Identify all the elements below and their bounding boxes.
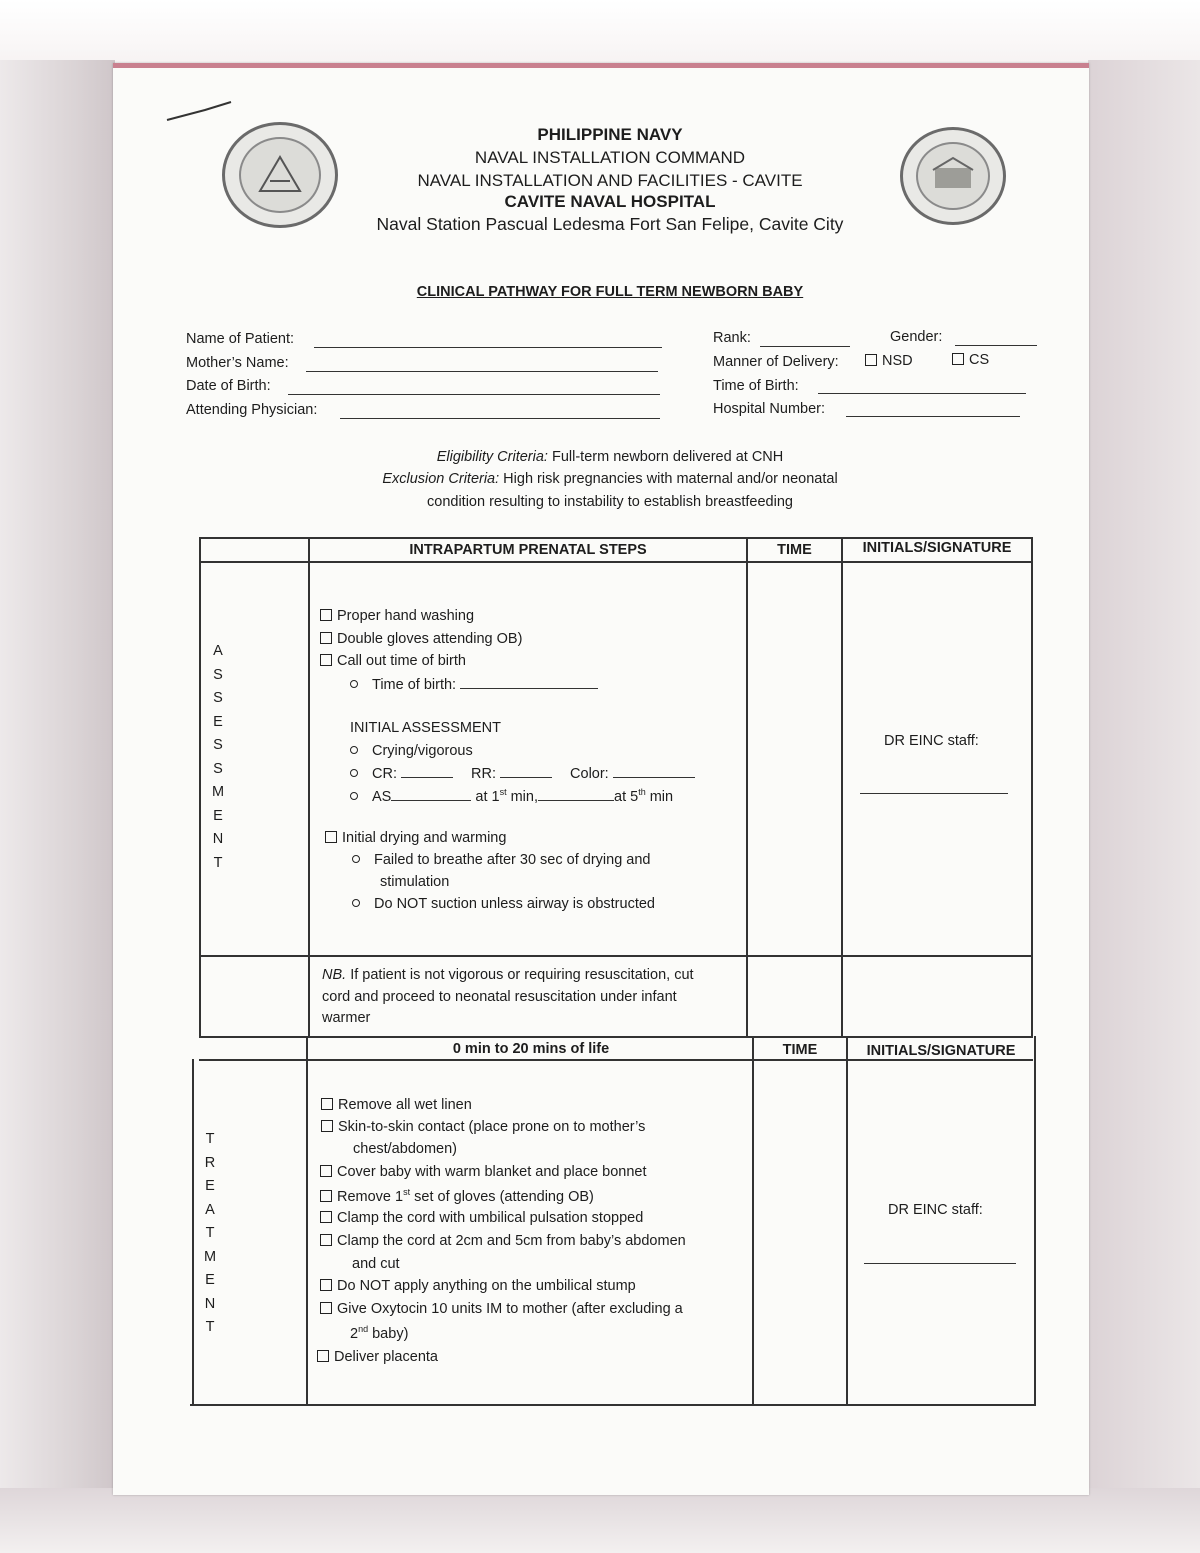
checkbox[interactable] <box>320 1190 332 1202</box>
item-call-out-time[interactable]: Call out time of birth <box>320 653 466 669</box>
item-remove-gloves[interactable]: Remove 1st set of gloves (attending OB) <box>320 1187 594 1205</box>
time-of-birth-field[interactable] <box>818 393 1026 394</box>
checkbox[interactable] <box>320 1234 332 1246</box>
nsd-label: NSD <box>882 353 913 369</box>
table1-header-border <box>199 561 1033 563</box>
checkbox[interactable] <box>320 609 332 621</box>
side-letter: T <box>205 1225 215 1241</box>
item-no-apply[interactable]: Do NOT apply anything on the umbilical stump <box>320 1278 636 1294</box>
eligibility-text: Full-term newborn delivered at CNH <box>547 449 784 465</box>
nb-line-2: cord and proceed to neonatal resuscitation under infant <box>322 989 677 1005</box>
item-double-gloves[interactable]: Double gloves attending OB) <box>320 631 522 647</box>
gender-field[interactable] <box>955 345 1037 346</box>
cr-blank[interactable] <box>401 765 453 778</box>
mothers-name-field[interactable] <box>306 371 658 372</box>
item-remove-linen[interactable]: Remove all wet linen <box>321 1097 472 1113</box>
time-of-birth-blank[interactable] <box>460 676 598 689</box>
date-of-birth-label: Date of Birth: <box>186 378 271 394</box>
side-letter: S <box>213 737 223 753</box>
item-apgar: AS at 1st min, at 5th min <box>350 787 673 805</box>
nsd-checkbox[interactable] <box>865 354 877 366</box>
exclusion-criteria-cont: condition resulting to instability to establish breastfeeding <box>427 494 793 510</box>
side-letter: E <box>213 807 223 824</box>
side-letter: R <box>204 1154 216 1171</box>
item-failed-breathe: Failed to breathe after 30 sec of drying and <box>352 852 650 868</box>
checkbox[interactable] <box>321 1120 333 1132</box>
date-of-birth-field[interactable] <box>288 394 660 395</box>
attending-physician-field[interactable] <box>340 418 660 419</box>
table2-left-border <box>192 1059 194 1405</box>
item-skin-to-skin-cont: chest/abdomen) <box>353 1141 457 1157</box>
header-line-1: PHILIPPINE NAVY <box>537 125 683 144</box>
cs-label: CS <box>969 352 990 368</box>
table2-sign-divider <box>846 1036 848 1405</box>
initial-assessment-heading: INITIAL ASSESSMENT <box>350 720 501 736</box>
table1-right-border <box>1031 537 1033 1037</box>
name-of-patient-label: Name of Patient: <box>186 331 294 347</box>
side-letter: A <box>205 1201 215 1218</box>
item-hand-washing[interactable]: Proper hand washing <box>320 608 474 624</box>
checkbox[interactable] <box>325 831 337 843</box>
hospital-number-field[interactable] <box>846 416 1020 417</box>
bullet-icon <box>350 792 358 800</box>
rank-label: Rank: <box>713 330 751 346</box>
table1-top-border <box>199 537 1033 539</box>
item-deliver-placenta[interactable]: Deliver placenta <box>317 1349 438 1365</box>
signature-field-1[interactable] <box>860 793 1008 794</box>
time-of-birth-label: Time of Birth: <box>713 378 799 394</box>
item-clamp-2cm-cont: and cut <box>352 1256 400 1272</box>
side-letter: T <box>205 1131 215 1147</box>
table1-row-border <box>201 955 1031 957</box>
checkbox[interactable] <box>320 1279 332 1291</box>
header-line-4: CAVITE NAVAL HOSPITAL <box>504 192 716 211</box>
exclusion-text: High risk pregnancies with maternal and/or neonatal <box>499 471 838 487</box>
table2-col-divider <box>306 1036 308 1405</box>
table1-col-divider <box>308 537 310 1037</box>
mothers-name-label: Mother’s Name: <box>186 355 289 371</box>
table1-sign-header: INITIALS/SIGNATURE <box>862 540 1012 556</box>
item-clamp-2cm[interactable]: Clamp the cord at 2cm and 5cm from baby’s abdomen <box>320 1233 686 1249</box>
side-letter: T <box>213 854 223 871</box>
item-no-suction: Do NOT suction unless airway is obstructed <box>352 896 655 912</box>
side-letter: A <box>213 643 223 659</box>
checkbox[interactable] <box>320 654 332 666</box>
side-letter: E <box>205 1178 215 1194</box>
treatment-side-label <box>200 1128 220 1340</box>
table2-bottom-border <box>190 1404 1036 1406</box>
side-letter: T <box>205 1319 215 1335</box>
bullet-icon <box>350 680 358 688</box>
nb-line-1: NB. If patient is not vigorous or requiring resuscitation, cut <box>322 967 694 983</box>
background-left <box>0 60 115 1490</box>
side-letter: S <box>213 690 223 706</box>
rr-blank[interactable] <box>500 765 552 778</box>
background-right <box>1088 60 1200 1490</box>
table1-time-header: TIME <box>777 542 812 558</box>
item-oxytocin-cont: 2nd baby) <box>350 1324 409 1342</box>
item-oxytocin[interactable]: Give Oxytocin 10 units IM to mother (after excluding a <box>320 1301 683 1317</box>
exclusion-label: Exclusion Criteria: <box>382 471 500 487</box>
side-letter: S <box>213 760 223 777</box>
side-letter: S <box>213 666 223 683</box>
item-drying[interactable]: Initial drying and warming <box>325 830 506 846</box>
item-failed-breathe-cont: stimulation <box>380 874 450 890</box>
item-vitals: CR: RR: Color: <box>350 765 695 782</box>
rank-field[interactable] <box>760 346 850 347</box>
header-line-2: NAVAL INSTALLATION COMMAND <box>474 148 746 167</box>
table2-right-border <box>1034 1036 1036 1405</box>
side-letter: N <box>212 831 224 847</box>
side-letter: M <box>203 1248 217 1265</box>
table1-sign-divider <box>841 537 843 1037</box>
side-letter: M <box>211 784 225 800</box>
attending-physician-label: Attending Physician: <box>186 402 318 418</box>
color-blank[interactable] <box>613 765 695 778</box>
background-bottom <box>0 1488 1200 1553</box>
side-letter: N <box>204 1295 216 1312</box>
item-cover-baby[interactable]: Cover baby with warm blanket and place bonnet <box>320 1164 647 1180</box>
background-top <box>0 0 1200 70</box>
name-of-patient-field[interactable] <box>314 347 662 348</box>
assessment-side-label <box>208 640 228 875</box>
hospital-number-label: Hospital Number: <box>713 401 826 417</box>
table1-heading: INTRAPARTUM PRENATAL STEPS <box>409 542 647 558</box>
apgar-5-blank[interactable] <box>538 788 614 801</box>
checkbox[interactable] <box>321 1098 333 1110</box>
gender-label: Gender: <box>890 329 943 345</box>
bullet-icon <box>350 769 358 777</box>
bullet-icon <box>352 899 360 907</box>
apgar-1-blank[interactable] <box>391 788 471 801</box>
exclusion-criteria <box>290 471 930 487</box>
side-letter: E <box>205 1272 215 1288</box>
signer-label-2: DR EINC staff: <box>888 1202 983 1218</box>
item-clamp-pulsation[interactable]: Clamp the cord with umbilical pulsation stopped <box>320 1210 643 1226</box>
bullet-icon <box>352 855 360 863</box>
checkbox[interactable] <box>320 1165 332 1177</box>
nb-line-3: warmer <box>322 1010 371 1026</box>
manner-of-delivery-label: Manner of Delivery: <box>713 354 839 370</box>
table2-top-border <box>199 1036 1033 1038</box>
table1-time-divider <box>746 537 748 1037</box>
item-crying: Crying/vigorous <box>350 743 473 759</box>
table2-header-border <box>199 1059 1033 1061</box>
eligibility-criteria <box>290 449 930 465</box>
table2-time-header: TIME <box>782 1042 818 1058</box>
item-time-of-birth: Time of birth: <box>350 676 598 693</box>
nsd-option[interactable] <box>865 353 913 369</box>
side-letter: E <box>213 713 223 730</box>
item-skin-to-skin[interactable]: Skin-to-skin contact (place prone on to mother’s <box>321 1119 645 1135</box>
checkbox[interactable] <box>320 1211 332 1223</box>
page-title: CLINICAL PATHWAY FOR FULL TERM NEWBORN BABY <box>416 284 804 300</box>
cavite-naval-hospital-seal-icon <box>900 127 1006 225</box>
checkbox[interactable] <box>320 1302 332 1314</box>
table2-time-divider <box>752 1036 754 1405</box>
header-line-3: NAVAL INSTALLATION AND FACILITIES - CAVITE <box>417 171 803 190</box>
pen-mark-icon <box>165 98 235 126</box>
table2-sign-header: INITIALS/SIGNATURE <box>866 1043 1016 1059</box>
table2-heading: 0 min to 20 mins of life <box>452 1041 610 1057</box>
checkbox[interactable] <box>320 632 332 644</box>
table1-left-border <box>199 537 201 1037</box>
eligibility-label: Eligibility Criteria: <box>436 449 548 465</box>
cs-checkbox[interactable] <box>952 353 964 365</box>
naval-installation-seal-icon <box>222 122 338 228</box>
checkbox[interactable] <box>317 1350 329 1362</box>
header-line-5: Naval Station Pascual Ledesma Fort San Felipe, Cavite City <box>376 214 844 234</box>
signature-field-2[interactable] <box>864 1263 1016 1264</box>
bullet-icon <box>350 746 358 754</box>
signer-label-1: DR EINC staff: <box>884 733 979 749</box>
cs-option[interactable] <box>952 352 989 368</box>
